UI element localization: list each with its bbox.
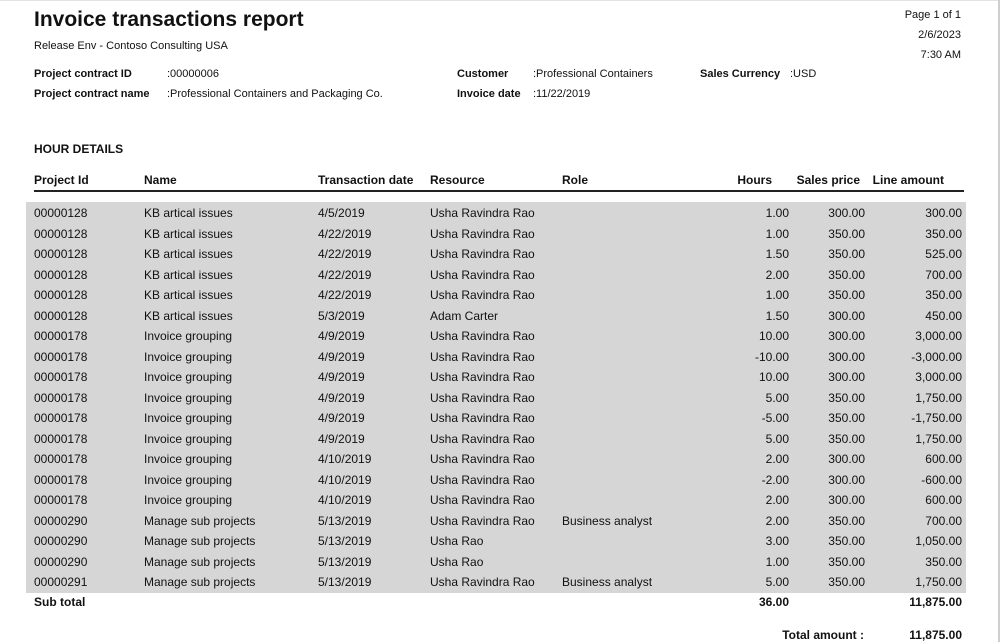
cell-resource: Usha Ravindra Rao	[430, 493, 535, 507]
contract-name-value: :Professional Containers and Packaging Co.	[167, 88, 383, 100]
cell-name: KB artical issues	[144, 308, 233, 323]
cell-project-id: 00000128	[34, 206, 88, 220]
cell-hours: 2.00	[765, 493, 789, 507]
cell-resource: Usha Ravindra Rao	[430, 329, 535, 343]
cell-name: Invoice grouping	[144, 411, 233, 425]
cell-line-amount: 700.00	[925, 513, 962, 528]
cell-hours: 5.00	[765, 431, 789, 446]
cell-resource: Usha Ravindra Rao	[430, 431, 535, 446]
cell-project-id: 00000178	[34, 472, 88, 487]
subtotal-amount: 11,875.00	[909, 595, 962, 609]
cell-project-id: 00000178	[34, 493, 88, 507]
cell-hours: 5.00	[765, 575, 789, 589]
table-row	[0, 348, 1000, 369]
table-row	[0, 389, 1000, 410]
cell-transaction-date: 4/22/2019	[318, 247, 372, 261]
cell-hours: 2.00	[765, 452, 789, 466]
table-row	[0, 327, 1000, 348]
cell-resource: Usha Rao	[430, 534, 484, 548]
cell-role: Business analyst	[562, 513, 653, 528]
contract-id-label: Project contract ID	[34, 68, 132, 80]
cell-project-id: 00000290	[34, 513, 88, 528]
cell-project-id: 00000290	[34, 534, 88, 548]
table-row	[0, 471, 1000, 492]
cell-name: Invoice grouping	[144, 493, 233, 507]
report-title: Invoice transactions report	[34, 8, 304, 31]
cell-sales-price: 300.00	[828, 308, 865, 323]
table-row	[0, 532, 1000, 553]
cell-line-amount: 3,000.00	[915, 370, 962, 384]
cell-name: Invoice grouping	[144, 472, 233, 487]
table-row	[0, 553, 1000, 574]
currency-value: :USD	[790, 68, 817, 80]
cell-project-id: 00000128	[34, 288, 88, 302]
cell-resource: Usha Ravindra Rao	[430, 411, 535, 425]
header-rule	[34, 190, 964, 192]
cell-resource: Usha Ravindra Rao	[430, 390, 535, 405]
cell-hours: 10.00	[758, 370, 789, 384]
cell-name: KB artical issues	[144, 288, 233, 302]
cell-name: Manage sub projects	[144, 534, 256, 548]
cell-line-amount: 525.00	[925, 247, 962, 261]
cell-transaction-date: 5/3/2019	[318, 308, 365, 323]
table-row	[0, 573, 1000, 594]
report-date: 2/6/2023	[918, 29, 961, 41]
cell-sales-price: 350.00	[828, 267, 865, 282]
cell-sales-price: 300.00	[828, 370, 865, 384]
cell-name: Invoice grouping	[144, 431, 233, 446]
customer-label: Customer	[457, 68, 509, 80]
cell-line-amount: 1,750.00	[915, 431, 962, 446]
col-header-role: Role	[562, 173, 589, 187]
cell-project-id: 00000178	[34, 329, 88, 343]
cell-sales-price: 300.00	[828, 452, 865, 466]
cell-sales-price: 300.00	[828, 472, 865, 487]
table-row	[0, 512, 1000, 533]
cell-resource: Usha Ravindra Rao	[430, 349, 535, 364]
cell-transaction-date: 4/9/2019	[318, 349, 365, 364]
cell-line-amount: -600.00	[921, 472, 962, 487]
cell-transaction-date: 4/22/2019	[318, 226, 372, 241]
cell-hours: 1.00	[765, 226, 789, 241]
cell-line-amount: 350.00	[925, 554, 962, 569]
col-header-name: Name	[144, 173, 177, 187]
cell-resource: Usha Ravindra Rao	[430, 513, 535, 528]
cell-project-id: 00000128	[34, 267, 88, 282]
cell-project-id: 00000178	[34, 390, 88, 405]
cell-line-amount: 700.00	[925, 267, 962, 282]
cell-hours: 3.00	[765, 534, 789, 548]
cell-resource: Adam Carter	[430, 308, 499, 323]
cell-project-id: 00000128	[34, 226, 88, 241]
cell-sales-price: 350.00	[828, 288, 865, 302]
cell-line-amount: 3,000.00	[915, 329, 962, 343]
cell-transaction-date: 4/9/2019	[318, 431, 365, 446]
cell-transaction-date: 4/10/2019	[318, 472, 372, 487]
table-row	[0, 409, 1000, 430]
cell-sales-price: 350.00	[828, 411, 865, 425]
cell-line-amount: 350.00	[925, 226, 962, 241]
cell-transaction-date: 4/9/2019	[318, 329, 365, 343]
cell-line-amount: 600.00	[925, 452, 962, 466]
cell-line-amount: -1,750.00	[911, 411, 962, 425]
col-header-sales-price: Sales price	[796, 173, 860, 187]
cell-name: Manage sub projects	[144, 575, 256, 589]
cell-hours: 10.00	[758, 329, 789, 343]
cell-hours: 1.00	[765, 288, 789, 302]
cell-name: Invoice grouping	[144, 329, 233, 343]
table-row	[0, 266, 1000, 287]
cell-hours: 1.50	[765, 308, 789, 323]
transaction-rows	[0, 204, 1000, 594]
cell-hours: 2.00	[765, 513, 789, 528]
cell-resource: Usha Ravindra Rao	[430, 267, 535, 282]
cell-project-id: 00000291	[34, 575, 88, 589]
table-row	[0, 307, 1000, 328]
cell-sales-price: 300.00	[828, 349, 865, 364]
table-row	[0, 430, 1000, 451]
cell-sales-price: 300.00	[828, 206, 865, 220]
cell-project-id: 00000178	[34, 370, 88, 384]
cell-resource: Usha Ravindra Rao	[430, 370, 535, 384]
cell-project-id: 00000128	[34, 247, 88, 261]
cell-sales-price: 300.00	[828, 493, 865, 507]
cell-hours: 1.00	[765, 554, 789, 569]
cell-role: Business analyst	[562, 575, 653, 589]
cell-transaction-date: 4/10/2019	[318, 493, 372, 507]
customer-value: :Professional Containers	[533, 68, 653, 80]
table-row	[0, 286, 1000, 307]
cell-transaction-date: 4/9/2019	[318, 390, 365, 405]
cell-hours: 1.50	[765, 247, 789, 261]
cell-name: KB artical issues	[144, 247, 233, 261]
col-header-transaction-date: Transaction date	[318, 173, 414, 187]
cell-hours: 1.00	[765, 206, 789, 220]
cell-line-amount: 600.00	[925, 493, 962, 507]
cell-name: KB artical issues	[144, 226, 233, 241]
cell-hours: 5.00	[765, 390, 789, 405]
report-time: 7:30 AM	[920, 49, 961, 61]
cell-project-id: 00000178	[34, 431, 88, 446]
cell-name: KB artical issues	[144, 267, 233, 282]
invoice-date-label: Invoice date	[457, 88, 521, 100]
cell-hours: -10.00	[754, 349, 789, 364]
cell-sales-price: 350.00	[828, 390, 865, 405]
cell-name: Invoice grouping	[144, 370, 233, 384]
cell-name: Invoice grouping	[144, 452, 233, 466]
cell-name: KB artical issues	[144, 206, 233, 220]
subtotal-hours: 36.00	[758, 595, 789, 609]
contract-id-value: :00000006	[167, 68, 219, 80]
cell-name: Manage sub projects	[144, 554, 256, 569]
cell-resource: Usha Ravindra Rao	[430, 472, 535, 487]
contract-name-label: Project contract name	[34, 88, 150, 100]
cell-transaction-date: 5/13/2019	[318, 575, 372, 589]
cell-sales-price: 350.00	[828, 226, 865, 241]
cell-line-amount: 300.00	[925, 206, 962, 220]
cell-line-amount: 1,750.00	[915, 390, 962, 405]
table-row	[0, 368, 1000, 389]
report-subtitle: Release Env - Contoso Consulting USA	[34, 40, 228, 52]
table-row	[0, 450, 1000, 471]
cell-transaction-date: 5/13/2019	[318, 554, 372, 569]
cell-name: Invoice grouping	[144, 349, 233, 364]
page-top-border	[0, 0, 1000, 1]
cell-project-id: 00000178	[34, 452, 88, 466]
section-title: HOUR DETAILS	[34, 142, 124, 156]
cell-transaction-date: 5/13/2019	[318, 534, 372, 548]
cell-resource: Usha Ravindra Rao	[430, 226, 535, 241]
cell-transaction-date: 4/10/2019	[318, 452, 372, 466]
cell-project-id: 00000178	[34, 411, 88, 425]
cell-transaction-date: 4/22/2019	[318, 267, 372, 282]
cell-name: Invoice grouping	[144, 390, 233, 405]
cell-resource: Usha Ravindra Rao	[430, 452, 535, 466]
cell-resource: Usha Ravindra Rao	[430, 206, 535, 220]
cell-sales-price: 350.00	[828, 247, 865, 261]
cell-resource: Usha Ravindra Rao	[430, 575, 535, 589]
cell-hours: 2.00	[765, 267, 789, 282]
table-row	[0, 225, 1000, 246]
cell-project-id: 00000178	[34, 349, 88, 364]
subtotal-label: Sub total	[34, 595, 86, 609]
col-header-hours: Hours	[737, 173, 772, 187]
col-header-resource: Resource	[430, 173, 485, 187]
page-info	[905, 5, 961, 65]
cell-transaction-date: 4/9/2019	[318, 411, 365, 425]
cell-sales-price: 350.00	[828, 534, 865, 548]
cell-sales-price: 350.00	[828, 513, 865, 528]
total-label: Total amount :	[782, 628, 864, 642]
cell-hours: -5.00	[761, 411, 789, 425]
cell-project-id: 00000290	[34, 554, 88, 569]
invoice-date-value: :11/22/2019	[533, 88, 591, 100]
cell-sales-price: 350.00	[828, 575, 865, 589]
col-header-project-id: Project Id	[34, 173, 89, 187]
page-number: Page 1 of 1	[904, 9, 961, 21]
cell-resource: Usha Rao	[430, 554, 484, 569]
cell-sales-price: 350.00	[828, 431, 865, 446]
cell-line-amount: 1,050.00	[915, 534, 962, 548]
cell-sales-price: 350.00	[828, 554, 865, 569]
cell-name: Manage sub projects	[144, 513, 256, 528]
cell-transaction-date: 5/13/2019	[318, 513, 372, 528]
currency-label: Sales Currency	[700, 68, 781, 80]
cell-line-amount: 350.00	[925, 288, 962, 302]
cell-line-amount: 1,750.00	[915, 575, 962, 589]
total-amount: 11,875.00	[909, 628, 962, 642]
cell-transaction-date: 4/22/2019	[318, 288, 372, 302]
cell-line-amount: 450.00	[925, 308, 962, 323]
cell-line-amount: -3,000.00	[911, 349, 962, 364]
table-row	[0, 204, 1000, 225]
table-row	[0, 245, 1000, 266]
cell-transaction-date: 4/5/2019	[318, 206, 365, 220]
cell-hours: -2.00	[761, 472, 789, 487]
cell-resource: Usha Ravindra Rao	[430, 247, 535, 261]
col-header-line-amount: Line amount	[872, 173, 944, 187]
cell-transaction-date: 4/9/2019	[318, 370, 365, 384]
table-row	[0, 491, 1000, 512]
cell-project-id: 00000128	[34, 308, 88, 323]
cell-sales-price: 300.00	[828, 329, 865, 343]
cell-resource: Usha Ravindra Rao	[430, 288, 535, 302]
